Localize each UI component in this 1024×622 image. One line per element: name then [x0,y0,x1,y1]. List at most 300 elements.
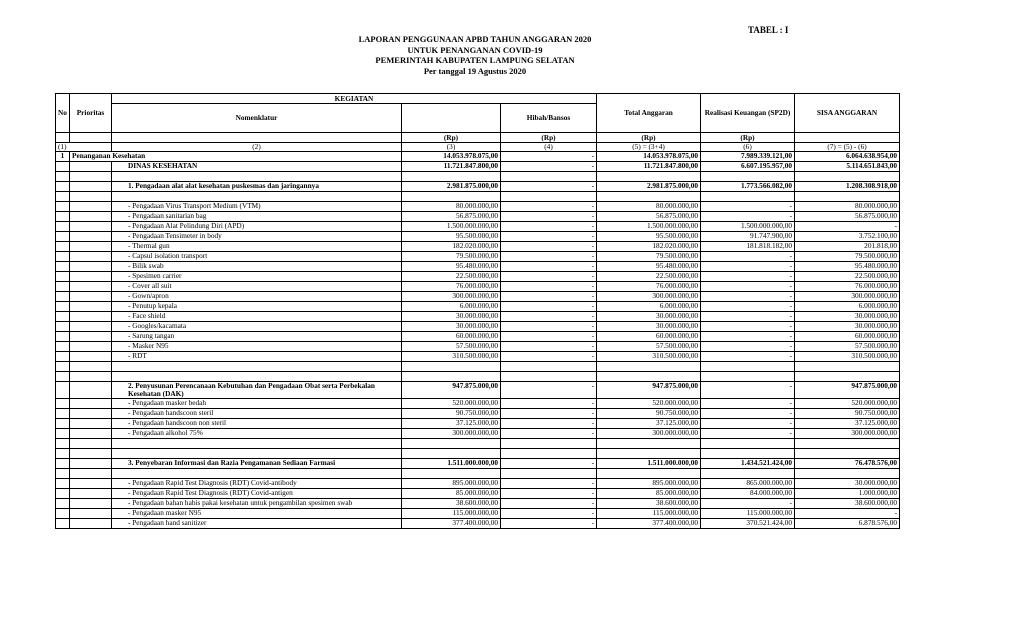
cell-prioritas [70,222,112,232]
line-item-row [56,399,900,409]
cell-realisasi: 1.434.521.424,00 [701,459,795,469]
title-date: Per tanggal 19 Agustus 2020 [423,65,527,76]
section-title: 1. Pengadaan alat alat kesehatan puskesmas dan jaringannya [112,182,402,192]
blank-cell [701,372,795,382]
cell-anggaran: 895.000.000,00 [402,479,501,489]
cell-sisa: 30.000.000,00 [795,479,900,489]
colnum-4: (4) [501,143,597,152]
cell-sisa: 6.064.638.954,00 [795,152,900,162]
cell-anggaran: 22.500.000,00 [402,272,501,282]
cell-total: 1.511.000.000,00 [597,459,701,469]
cell-realisasi: 115.000.000,00 [701,509,795,519]
item-name: - Masker N95 [112,342,402,352]
cell-realisasi: - [701,332,795,342]
item-name: - Spesimen carrier [112,272,402,282]
cell-hibah: - [501,332,597,342]
cell-prioritas [70,272,112,282]
blank-cell [112,372,402,382]
cell-prioritas [70,202,112,212]
line-item-row [56,312,900,322]
cell-no [56,242,70,252]
cell-realisasi: - [701,292,795,302]
cell-realisasi: - [701,382,795,399]
cell-hibah: - [501,409,597,419]
cell-realisasi: - [701,419,795,429]
blank-row [56,449,900,459]
cell-total: 300.000.000,00 [597,292,701,302]
header-anggaran-blank [402,104,501,133]
summary-row [56,152,900,162]
cell-anggaran: 90.750.000,00 [402,409,501,419]
header-unit-blank-3 [112,133,402,143]
blank-row [56,192,900,202]
cell-hibah: - [501,202,597,212]
blank-cell [795,469,900,479]
cell-sisa: 76.478.576,00 [795,459,900,469]
line-item-row [56,352,900,362]
cell-prioritas [70,282,112,292]
cell-prioritas [70,489,112,499]
item-name: - Pengadaan Alat Pelindung Diri (APD) [112,222,402,232]
cell-total: 79.500.000,00 [597,252,701,262]
summary-row [56,162,900,172]
item-name: - Sarung tangan [112,332,402,342]
cell-hibah: - [501,232,597,242]
cell-prioritas [70,429,112,439]
budget-report-table [55,93,900,529]
cell-prioritas [70,332,112,342]
cell-no [56,322,70,332]
cell-sisa: 22.500.000,00 [795,272,900,282]
cell-anggaran: 37.125.000,00 [402,419,501,429]
header-kegiatan: KEGIATAN [112,94,597,104]
line-item-row [56,322,900,332]
cell-sisa: 6.000.000,00 [795,302,900,312]
section-row [56,459,900,469]
cell-anggaran: 300.000.000,00 [402,429,501,439]
cell-anggaran: 60.000.000,00 [402,332,501,342]
cell-sisa: 1.208.308.918,00 [795,182,900,192]
item-name: - Pengadaan hand sanitizer [112,519,402,529]
header-unit-5: (Rp) [597,133,701,143]
blank-cell [501,362,597,372]
colnum-3: (3) [402,143,501,152]
cell-anggaran: 2.981.875.000,00 [402,182,501,192]
cell-no [56,342,70,352]
cell-prioritas [70,252,112,262]
line-item-row [56,509,900,519]
cell-realisasi: 91.747.900,00 [701,232,795,242]
header-realisasi: Realisasi Keuangan (SP2D) [701,94,795,133]
blank-cell [70,372,112,382]
blank-cell [56,172,70,182]
blank-cell [795,449,900,459]
blank-cell [56,362,70,372]
blank-cell [112,192,402,202]
cell-realisasi: - [701,302,795,312]
blank-cell [597,192,701,202]
cell-hibah: - [501,272,597,282]
item-name: - Pengadaan masker N95 [112,509,402,519]
line-item-row [56,272,900,282]
blank-cell [597,172,701,182]
cell-anggaran: 11.721.847.800,00 [402,162,501,172]
header-unit-4: (Rp) [501,133,597,143]
cell-sisa: 201.818,00 [795,242,900,252]
line-item-row [56,282,900,292]
cell-sisa: 90.750.000,00 [795,409,900,419]
line-item-row [56,292,900,302]
cell-no [56,312,70,322]
cell-total: 947.875.000,00 [597,382,701,399]
cell-anggaran: 30.000.000,00 [402,322,501,332]
blank-cell [56,439,70,449]
line-item-row [56,222,900,232]
blank-row [56,469,900,479]
item-name: - RDT [112,352,402,362]
cell-hibah: - [501,212,597,222]
cell-prioritas [70,399,112,409]
cell-realisasi: - [701,352,795,362]
item-name: - Pengadaan bahan habis pakai kesehatan untuk pengambilan spesimen swab [112,499,402,509]
cell-total: 90.750.000,00 [597,409,701,419]
cell-hibah: - [501,322,597,332]
cell-sisa: 3.752.100,00 [795,232,900,242]
cell-no [56,382,70,399]
cell-no [56,222,70,232]
item-name: - Thermal gun [112,242,402,252]
cell-prioritas [70,459,112,469]
cell-sisa: 947.875.000,00 [795,382,900,399]
cell-anggaran: 1.500.000.000,00 [402,222,501,232]
cell-no [56,302,70,312]
blank-cell [501,372,597,382]
cell-sisa: 1.000.000,00 [795,489,900,499]
cell-no [56,399,70,409]
header-no: No [56,94,70,133]
header-unit-blank-4 [795,133,900,143]
cell-no [56,202,70,212]
cell-total: 30.000.000,00 [597,312,701,322]
blank-cell [795,362,900,372]
cell-realisasi: - [701,202,795,212]
cell-anggaran: 79.500.000,00 [402,252,501,262]
item-name: - Bilik swab [112,262,402,272]
blank-cell [701,362,795,372]
cell-total: 14.053.978.075,00 [597,152,701,162]
cell-sisa: 300.000.000,00 [795,292,900,302]
cell-sisa: 60.000.000,00 [795,332,900,342]
blank-cell [56,192,70,202]
blank-cell [70,192,112,202]
cell-sisa: 95.480.000,00 [795,262,900,272]
header-unit-6: (Rp) [701,133,795,143]
header-unit-blank-1 [56,133,70,143]
cell-hibah: - [501,312,597,322]
cell-anggaran: 1.511.000.000,00 [402,459,501,469]
item-name: - Googles/kacamata [112,322,402,332]
cell-unit-name: DINAS KESEHATAN [112,162,402,172]
blank-cell [597,439,701,449]
item-name: - Capsul isolation transport [112,252,402,262]
cell-anggaran: 14.053.978.075,00 [402,152,501,162]
report-title [260,34,690,76]
cell-prioritas [70,262,112,272]
cell-total: 1.500.000.000,00 [597,222,701,232]
item-name: - Face shield [112,312,402,322]
cell-hibah: - [501,419,597,429]
item-name: - Pengadaan Rapid Test Diagnosis (RDT) Covid-antigen [112,489,402,499]
cell-realisasi: 181.818.182,00 [701,242,795,252]
cell-anggaran: 377.400.000,00 [402,519,501,529]
blank-cell [70,449,112,459]
cell-prioritas [70,519,112,529]
blank-cell [112,172,402,182]
cell-no [56,292,70,302]
blank-cell [597,372,701,382]
blank-cell [597,449,701,459]
cell-prioritas [70,292,112,302]
cell-prioritas [70,212,112,222]
header-sisa: SISA ANGGARAN [795,94,900,133]
cell-total: 60.000.000,00 [597,332,701,342]
line-item-row [56,479,900,489]
line-item-row [56,489,900,499]
cell-sisa: 80.000.000,00 [795,202,900,212]
blank-cell [501,439,597,449]
blank-cell [70,439,112,449]
cell-no [56,252,70,262]
blank-row [56,362,900,372]
cell-no [56,499,70,509]
cell-no [56,479,70,489]
cell-anggaran: 300.000.000,00 [402,292,501,302]
cell-total: 6.000.000,00 [597,302,701,312]
item-name: - Pengadaan Rapid Test Diagnosis (RDT) Covid-antibody [112,479,402,489]
blank-cell [402,449,501,459]
cell-no [56,409,70,419]
table-header [56,94,900,152]
cell-anggaran: 38.600.000,00 [402,499,501,509]
cell-total: 85.000.000,00 [597,489,701,499]
blank-row [56,372,900,382]
cell-total: 30.000.000,00 [597,322,701,332]
cell-hibah: - [501,352,597,362]
cell-prioritas [70,242,112,252]
cell-prioritas [70,322,112,332]
cell-sisa: 30.000.000,00 [795,312,900,322]
item-name: - Pengadaan handscoon non steril [112,419,402,429]
cell-hibah: - [501,509,597,519]
cell-anggaran: 85.000.000,00 [402,489,501,499]
line-item-row [56,262,900,272]
blank-cell [112,362,402,372]
blank-cell [501,192,597,202]
table-number-label: TABEL : I [748,25,789,35]
cell-realisasi: - [701,282,795,292]
cell-no [56,272,70,282]
cell-anggaran: 947.875.000,00 [402,382,501,399]
cell-sisa: 56.875.000,00 [795,212,900,222]
cell-sisa: 79.500.000,00 [795,252,900,262]
blank-cell [402,192,501,202]
cell-total: 22.500.000,00 [597,272,701,282]
cell-sisa: 37.125.000,00 [795,419,900,429]
line-item-row [56,252,900,262]
item-name: - Penutup kepala [112,302,402,312]
section-row [56,382,900,399]
line-item-row [56,242,900,252]
cell-total: 377.400.000,00 [597,519,701,529]
cell-hibah: - [501,489,597,499]
blank-cell [56,372,70,382]
blank-cell [701,449,795,459]
line-item-row [56,342,900,352]
section-row [56,182,900,192]
cell-sisa: 76.000.000,00 [795,282,900,292]
cell-anggaran: 57.500.000,00 [402,342,501,352]
cell-prioritas [70,479,112,489]
line-item-row [56,202,900,212]
cell-realisasi: 1.773.566.082,00 [701,182,795,192]
cell-realisasi: 370.521.424,00 [701,519,795,529]
item-name: - Pengadaan masker bedah [112,399,402,409]
blank-row [56,439,900,449]
cell-total: 57.500.000,00 [597,342,701,352]
cell-total: 310.500.000,00 [597,352,701,362]
header-hibah: Hibah/Bansos [501,104,597,133]
cell-no [56,489,70,499]
blank-cell [56,449,70,459]
cell-hibah: - [501,292,597,302]
header-unit-blank-2 [70,133,112,143]
blank-cell [70,172,112,182]
cell-realisasi: 1.500.000.000,00 [701,222,795,232]
colnum-2: (2) [112,143,402,152]
cell-realisasi: - [701,312,795,322]
cell-hibah: - [501,252,597,262]
blank-cell [112,469,402,479]
cell-hibah: - [501,429,597,439]
cell-no [56,232,70,242]
cell-realisasi: 865.000.000,00 [701,479,795,489]
cell-sisa: 520.000.000,00 [795,399,900,409]
cell-anggaran: 30.000.000,00 [402,312,501,322]
cell-anggaran: 115.000.000,00 [402,509,501,519]
cell-no [56,262,70,272]
header-total: Total Anggaran [597,94,701,133]
cell-no [56,459,70,469]
blank-cell [795,439,900,449]
cell-anggaran: 6.000.000,00 [402,302,501,312]
line-item-row [56,409,900,419]
cell-realisasi: - [701,499,795,509]
blank-cell [402,172,501,182]
cell-sisa: - [795,509,900,519]
blank-cell [112,449,402,459]
item-name: - Pengadaan Tensimeter in body [112,232,402,242]
cell-prioritas [70,342,112,352]
cell-sisa: 310.500.000,00 [795,352,900,362]
colnum-5: (5) = (3+4) [597,143,701,152]
blank-cell [701,192,795,202]
item-name: - Cover all suit [112,282,402,292]
cell-no [56,519,70,529]
blank-cell [597,469,701,479]
cell-hibah: - [501,282,597,292]
cell-sisa: 6.878.576,00 [795,519,900,529]
cell-total: 56.875.000,00 [597,212,701,222]
blank-cell [112,439,402,449]
cell-total: 76.000.000,00 [597,282,701,292]
cell-no [56,509,70,519]
blank-cell [701,469,795,479]
cell-anggaran: 95.480.000,00 [402,262,501,272]
cell-no: 1 [56,152,70,162]
cell-no [56,419,70,429]
cell-anggaran: 95.500.000,00 [402,232,501,242]
cell-prioritas [70,312,112,322]
cell-anggaran: 310.500.000,00 [402,352,501,362]
cell-hibah: - [501,459,597,469]
colnum-7: (7) = (5) - (6) [795,143,900,152]
title-line-2: UNTUK PENANGANAN COVID-19 [407,44,543,55]
cell-prioritas [70,409,112,419]
header-unit-3: (Rp) [402,133,501,143]
cell-anggaran: 56.875.000,00 [402,212,501,222]
cell-prioritas [70,232,112,242]
section-title: 3. Penyebaran Informasi dan Razia Pengamanan Sediaan Farmasi [112,459,402,469]
cell-sisa: 30.000.000,00 [795,322,900,332]
cell-realisasi: - [701,409,795,419]
blank-cell [402,439,501,449]
cell-anggaran: 182.020.000,00 [402,242,501,252]
blank-cell [795,372,900,382]
blank-cell [56,469,70,479]
blank-cell [701,439,795,449]
cell-total: 2.981.875.000,00 [597,182,701,192]
cell-total: 11.721.847.800,00 [597,162,701,172]
line-item-row [56,419,900,429]
line-item-row [56,499,900,509]
line-item-row [56,332,900,342]
cell-sisa: 5.114.651.843,00 [795,162,900,172]
cell-total: 37.125.000,00 [597,419,701,429]
cell-prioritas [70,419,112,429]
blank-cell [70,362,112,372]
cell-prioritas-name: Penanganan Kesehatan [70,152,402,162]
line-item-row [56,302,900,312]
cell-total: 520.000.000,00 [597,399,701,409]
cell-realisasi: - [701,342,795,352]
cell-prioritas [70,162,112,172]
cell-hibah: - [501,182,597,192]
colnum-1: (1) [56,143,112,152]
cell-no [56,352,70,362]
header-prioritas: Prioritas [70,94,112,133]
cell-realisasi: 7.989.339.121,00 [701,152,795,162]
blank-cell [501,172,597,182]
line-item-row [56,232,900,242]
cell-no [56,182,70,192]
cell-total: 38.600.000,00 [597,499,701,509]
blank-cell [501,469,597,479]
cell-realisasi: - [701,429,795,439]
blank-cell [402,362,501,372]
blank-cell [795,172,900,182]
cell-realisasi: - [701,272,795,282]
cell-total: 895.000.000,00 [597,479,701,489]
